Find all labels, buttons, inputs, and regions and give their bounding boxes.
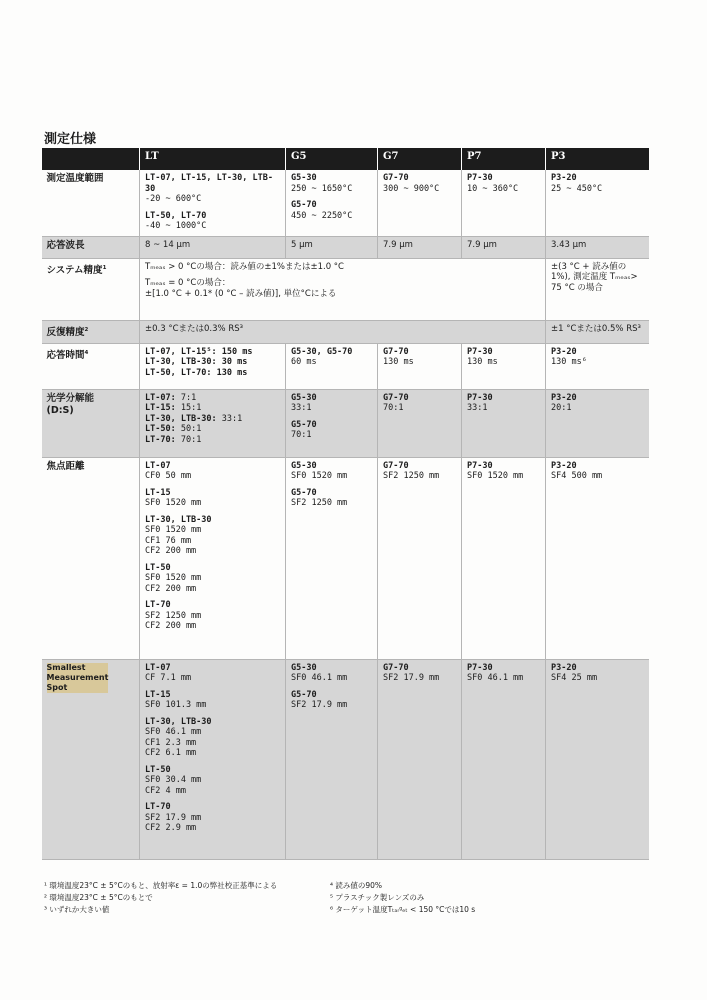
model-block	[145, 802, 281, 834]
row-response: 応答時間$^4$ LT-07, LT-15⁵: 150 ms LT-30, LTB-30: 30 ms LT-50, LT-70: 130 ms G5-30, G5-70 60 ms G7-70 130 ms P7-30 130 ms P3-20 130 ms⁶	[42, 343, 649, 389]
model-name: LT-07:	[145, 392, 176, 403]
spec-value: SF0 46.1 mm	[291, 673, 348, 684]
optical-line	[145, 403, 281, 414]
spec-value: CF1 2.3 mm	[145, 737, 197, 748]
spec-value: SF2 1250 mm	[291, 498, 348, 509]
header-row	[42, 148, 649, 170]
model-block	[145, 717, 281, 759]
spec-table	[41, 148, 649, 860]
model-name: G5-30	[291, 460, 317, 471]
model-block	[291, 461, 373, 482]
ratio-value: 50:1	[180, 424, 202, 435]
spec-value: CF2 2.9 mm	[145, 823, 197, 834]
spec-value: CF2 4 mm	[145, 785, 186, 796]
spec-value: SF2 17.9 mm	[291, 700, 348, 711]
row-range: 測定温度範囲 LT-07, LT-15, LT-30, LTB-30 -20 ~ 600°C LT-50, LT-70 -40 ~ 1000°C G5-30 250 ~ 1650°C G5-70 450 ~ 2250°C G7-70 300 ~ 900°C P7-30 10 ~ 360°C P3-20 25 ~ 450°C	[42, 170, 649, 236]
footnotes-right	[330, 880, 475, 916]
spec-value: CF0 50 mm	[145, 471, 192, 482]
footnote: ³ いずれか大きい値	[44, 905, 110, 914]
optical-line	[145, 424, 281, 435]
spec-value: SF0 1520 mm	[145, 498, 202, 509]
model-name: LT-30, LTB-30	[145, 716, 212, 727]
page-title: 測定仕様	[44, 132, 97, 147]
footnote: ⁶ ターゲット温度Tₜₐᵣᵍₑₜ < 150 °Cでは10 s	[330, 905, 476, 914]
optical-line	[145, 414, 281, 425]
spec-value: SF0 1520 mm	[145, 525, 202, 536]
ratio-value: 7:1	[180, 392, 197, 403]
col-header-p3: P3	[546, 148, 649, 170]
model-name: LT-30, LTB-30:	[145, 413, 217, 424]
spec-value: CF2 200 mm	[145, 583, 197, 594]
footnote: ⁴ 読み値の90%	[330, 881, 383, 890]
spec-value: SF0 1520 mm	[291, 471, 348, 482]
ratio-value: 15:1	[180, 403, 202, 414]
optical-line	[145, 435, 281, 446]
row-spot: Smallest Measurement Spot LT-07 CF 7.1 mm LT-15 SF0 101.3 mm LT-30, LTB-30 SF0 46.1 mm CF1 2.3 mm CF2 6.1 mm LT-50 SF0 30.4 mm CF2 4 mm LT-70 SF2 17.9 mm CF2 2.9 mm G5-30 SF0 46.1 mm G5-70 SF2 17.9 mm G7-70 SF2 17.9 mm P7-30 SF0 46.1 mm P3-20 SF4 25 mm	[42, 659, 649, 859]
spec-value: CF 7.1 mm	[145, 673, 192, 684]
model-name: LT-15:	[145, 403, 176, 414]
footnotes-left	[44, 880, 277, 916]
model-name: G5-70	[291, 689, 317, 700]
footnote: ¹ 環境温度23°C ± 5°Cのもと、放射率ε = 1.0の弊社校正基準による	[44, 881, 278, 890]
row-accuracy: システム精度$^1$ Tₘₑₐₛ > 0 °Cの場合：読み値の±1%または±1.0 °C Tₘₑₐₛ = 0 °Cの場合： ±[1.0 °C + 0.1* (0 °C – 読み値)], 単位°Cによる ±(3 °C + 読み値の 1%), 測定温度 Tₘₑₐₛ> 75 °C の場合	[42, 258, 649, 320]
model-name: LT-30, LTB-30	[145, 514, 212, 525]
spec-value: SF0 46.1 mm	[145, 727, 202, 738]
model-block	[145, 600, 281, 632]
row-label-range: 測定温度範囲	[42, 170, 140, 236]
ratio-value: 33:1	[221, 413, 243, 424]
model-block	[291, 488, 373, 509]
row-repeatability: 反復精度$^2$ ±0.3 °Cまたは0.3% RS³ ±1 °Cまたは0.5% RS³	[42, 320, 649, 343]
col-header-g7: G7	[378, 148, 462, 170]
footnote: ² 環境温度23°C ± 5°Cのもとで	[44, 893, 153, 902]
model-name: LT-07	[145, 662, 171, 673]
spot-label: Smallest Measurement Spot	[46, 662, 109, 692]
lt-model: LT-07, LT-15, LT-30, LTB-30	[145, 173, 273, 194]
model-name: LT-07	[145, 460, 171, 471]
model-name: LT-70	[145, 600, 171, 611]
spec-value: CF2 200 mm	[145, 546, 197, 557]
model-name: LT-50:	[145, 424, 176, 435]
row-focus: 焦点距離 LT-07 CF0 50 mm LT-15 SF0 1520 mm LT-30, LTB-30 SF0 1520 mm CF1 76 mm CF2 200 mm LT-50 SF0 1520 mm CF2 200 mm LT-70 SF2 1250 mm CF2 200 mm G5-30 SF0 1520 mm G5-70 SF2 1250 mm G7-70 SF2 1250 mm P7-30 SF0 1520 mm P3-20 SF4 500 mm	[42, 457, 649, 659]
row-optical: 光学分解能 (D:S) LT-07: 7:1 LT-15: 15:1 LT-30, LTB-30: 33:1 LT-50: 50:1 LT-70: 70:1 G5-30 33:1 G5-70 70:1 G7-70 70:1 P7-30 33:1 P3-20 20:1	[42, 389, 649, 457]
model-block	[145, 461, 281, 482]
model-block	[145, 663, 281, 684]
ratio-value: 70:1	[180, 434, 202, 445]
spec-value: CF2 6.1 mm	[145, 748, 197, 759]
spec-value: SF0 101.3 mm	[145, 700, 207, 711]
spec-value: SF0 30.4 mm	[145, 775, 202, 786]
model-block	[291, 690, 373, 711]
model-block	[145, 488, 281, 509]
model-name: LT-70	[145, 802, 171, 813]
model-name: LT-15	[145, 487, 171, 498]
model-block	[145, 690, 281, 711]
spec-value: SF2 17.9 mm	[145, 812, 202, 823]
model-block	[145, 515, 281, 557]
model-name: LT-15	[145, 689, 171, 700]
model-name: LT-70:	[145, 434, 176, 445]
col-header-p7: P7	[462, 148, 546, 170]
model-name: LT-50	[145, 562, 171, 573]
model-name: G5-70	[291, 487, 317, 498]
model-name: G5-30	[291, 662, 317, 673]
model-block	[145, 563, 281, 595]
spec-value: CF2 200 mm	[145, 621, 197, 632]
model-name: LT-50	[145, 764, 171, 775]
model-block	[145, 765, 281, 797]
row-wavelength: 応答波長 8 ~ 14 µm 5 µm 7.9 µm 7.9 µm 3.43 µm	[42, 236, 649, 258]
spec-value: CF1 76 mm	[145, 535, 192, 546]
spec-value: SF2 1250 mm	[145, 610, 202, 621]
optical-line	[145, 393, 281, 404]
col-header-lt: LT	[140, 148, 286, 170]
footnote: ⁵ プラスチック製レンズのみ	[330, 893, 425, 902]
model-block	[291, 663, 373, 684]
col-header-g5: G5	[286, 148, 378, 170]
spec-value: SF0 1520 mm	[145, 573, 202, 584]
